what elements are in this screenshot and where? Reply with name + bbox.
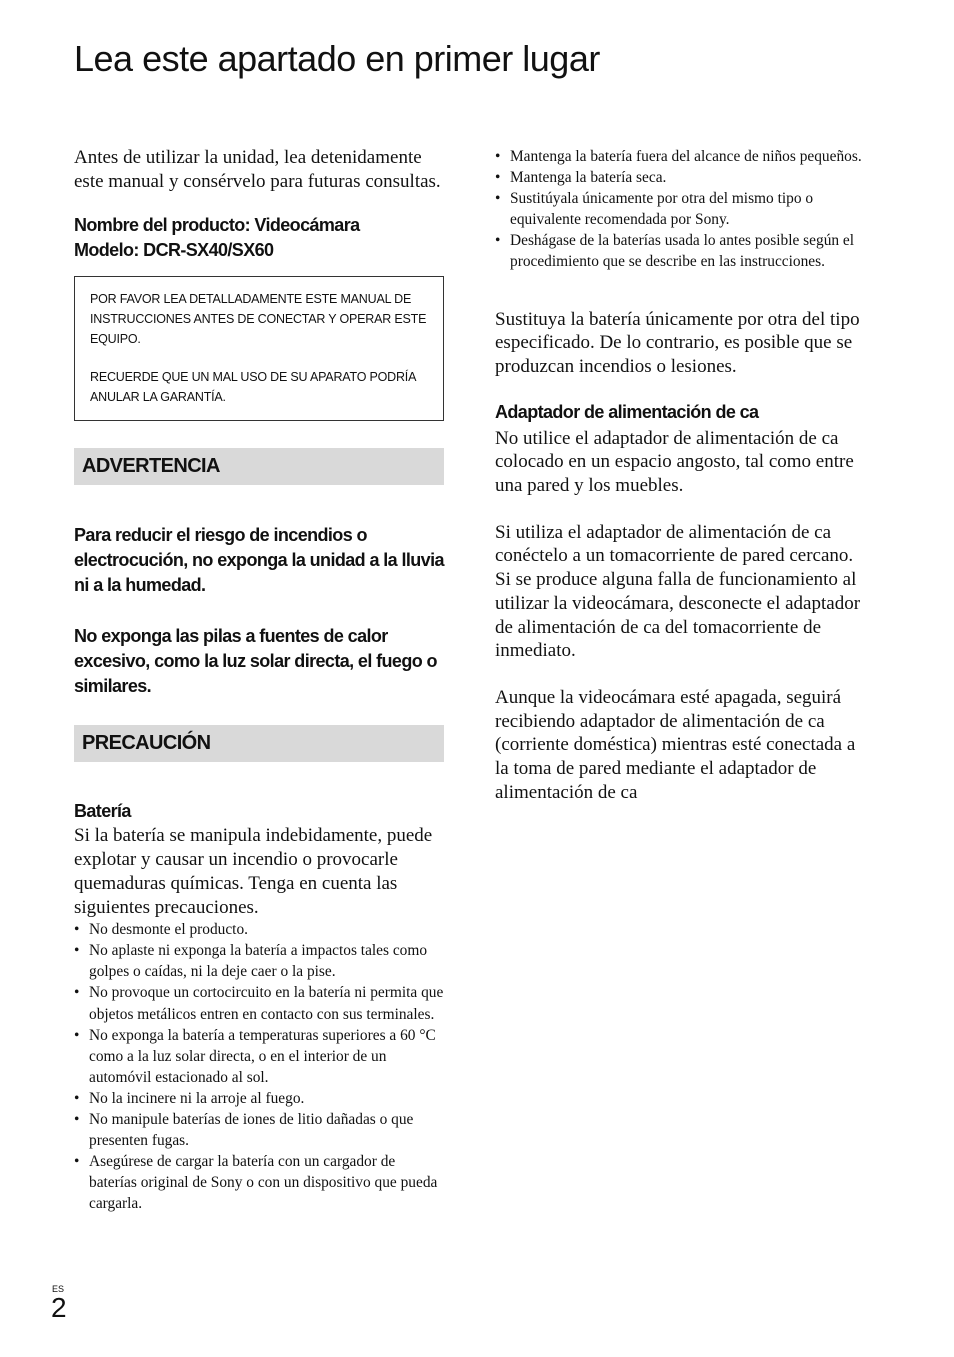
adapter-paragraph-outlet: Si utiliza el adaptador de alimentación de ca conéctelo a un tomacorriente de pared cercano. Si se produce alguna falla de funcionamiento al utilizar la videocámara, desconecte el adaptador de alimentación de ca del tomacorriente de inmediato. [495,521,861,662]
language-code: ES [52,1284,65,1294]
product-info [74,213,444,263]
adapter-heading: Adaptador de alimentación de ca [495,401,759,422]
adapter-paragraph-power: Aunque la videocámara esté apagada, seguirá recibiendo adaptador de alimentación de ca (corriente doméstica) mientras esté conectada a la toma de pared mediante el adaptador de alimentación de ca [495,687,856,803]
notice-paragraph-warranty: RECUERDE QUE UN MAL USO DE SU APARATO PODRÍA ANULAR LA GARANTÍA. [90,369,416,404]
list-item: • Deshágase de la baterías usada lo antes posible según el procedimiento que se describe en las instrucciones. [495,230,867,272]
page-title: Lea este apartado en primer lugar [74,38,600,79]
list-item: • Sustitúyala únicamente por otra del mismo tipo o equivalente recomendada por Sony. [495,188,867,230]
list-item: • Mantenga la batería fuera del alcance de niños pequeños. [495,146,867,167]
warning-heat: No exponga las pilas a fuentes de calor excesivo, como la luz solar directa, el fuego o similares. [74,626,437,697]
list-item: • No manipule baterías de iones de litio dañadas o que presenten fugas. [74,1109,444,1151]
list-item: • No exponga la batería a temperaturas superiores a 60 °C como a la luz solar directa, o en el interior de un automóvil estacionado al sol. [74,1025,444,1088]
list-item: • No aplaste ni exponga la batería a impactos tales como golpes o caídas, ni la deje caer o la pise. [74,940,444,982]
product-name: Nombre del producto: Videocámara [74,215,360,236]
list-item: • No desmonte el producto. [74,919,444,940]
list-item: • No provoque un cortocircuito en la batería ni permita que objetos metálicos entren en contacto con sus terminales. [74,982,444,1024]
bateria-paragraph: Si la batería se manipula indebidamente, puede explotar y causar un incendio o provocarle quemaduras químicas. Tenga en cuenta las siguientes precauciones. [74,825,433,918]
list-item: • Asegúrese de cargar la batería con un cargador de baterías original de Sony o con un dispositivo que pueda cargarla. [74,1151,444,1214]
warning-rain-humidity: Para reducir el riesgo de incendios o electrocución, no exponga la unidad a la lluvia ni a la humedad. [74,525,444,596]
notice-paragraph-read-manual: POR FAVOR LEA DETALLADAMENTE ESTE MANUAL DE INSTRUCCIONES ANTES DE CONECTAR Y OPERAR ESTE EQUIPO. [90,292,427,346]
left-column [74,146,444,1215]
product-model: Modelo: DCR-SX40/SX60 [74,240,274,261]
advertencia-heading: ADVERTENCIA [74,448,444,485]
precaucion-heading: PRECAUCIÓN [74,725,444,762]
battery-replacement-paragraph: Sustituya la batería únicamente por otra del tipo especificado. De lo contrario, es posible que se produzcan incendios o lesiones. [495,308,860,377]
battery-precautions-list-continued [495,146,867,273]
notice-box [74,276,444,421]
bateria-heading: Batería [74,801,131,822]
list-item: • Mantenga la batería seca. [495,167,867,188]
battery-precautions-list [74,919,444,1214]
intro-paragraph: Antes de utilizar la unidad, lea detenidamente este manual y consérvelo para futuras consultas. [74,147,441,192]
list-item: • No la incinere ni la arroje al fuego. [74,1088,444,1109]
page-number: 2 [51,1292,67,1323]
adapter-paragraph-space: No utilice el adaptador de alimentación de ca colocado en un espacio angosto, tal como entre una pared y los muebles. [495,427,854,497]
right-column [495,146,867,805]
